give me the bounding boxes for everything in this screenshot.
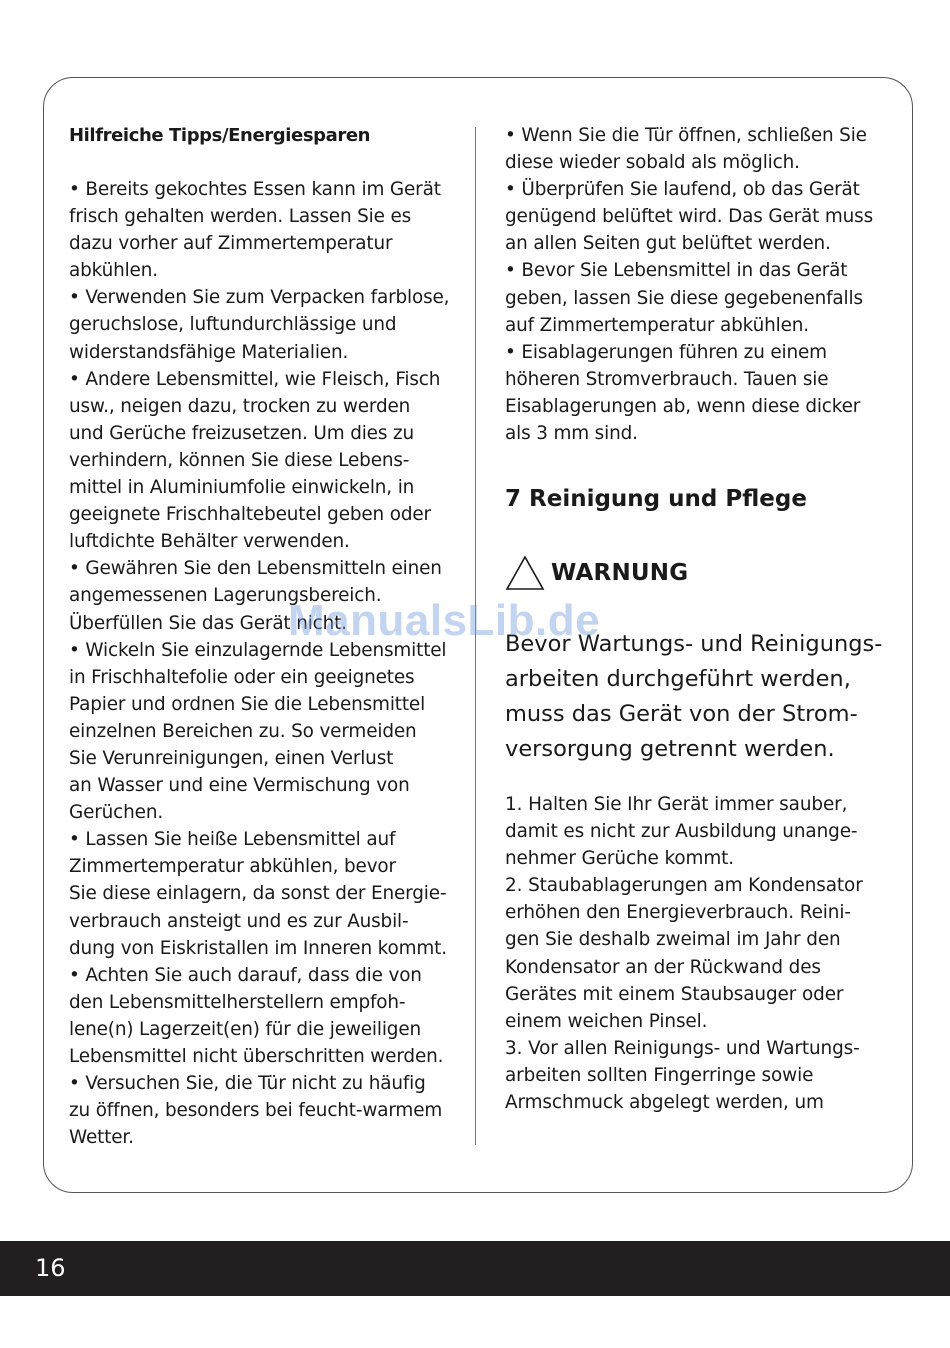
tips-continued-text: • Wenn Sie die Tür öffnen, schließen Sie diese wieder sobald als möglich. • Überprüfen Sie laufend, ob das Gerät genügend belüftet wird. Das Gerät muss an allen Seiten gut belüftet werden. • Bevor Sie Lebensmittel in das Gerät geben, lassen Sie diese gegebenenfalls auf Zimmertemperatur abkühlen. • Eisablagerungen führen zu einem höheren Stromverbrauch. Tauen sie Eisablagerungen ab, wenn diese dicker als 3 mm sind. <box>505 125 874 445</box>
tips-text: • Bereits gekochtes Essen kann im Gerät frisch gehalten werden. Lassen Sie es dazu vorher auf Zimmertemperatur abkühlen. • Verwenden Sie zum Verpacken farblose, geruchslose, luftundurchlässige und widerstandsfähige Materialien. • Andere Lebensmittel, wie Fleisch, Fisch usw., neigen dazu, trocken zu werden und Gerüche freizusetzen. Um dies zu verhindern, können Sie diese Lebens- mittel in Aluminiumfolie einwickeln, in geeignete Frischhaltebeutel geben oder luftdichte Behälter verwenden. • Gewähren Sie den Lebensmitteln einen angemessenen Lagerungsbereich. Überfüllen Sie das Gerät nicht. • Wickeln Sie einzulagernde Lebensmittel in Frischhaltefolie oder ein geeignetes Papier und ordnen Sie die Lebensmittel einzelnen Bereichen zu. So vermeiden Sie Verunreinigungen, einen Verlust an Wasser und eine Vermischung von Gerüchen. • Lassen Sie heiße Lebensmittel auf Zimmertemperatur abkühlen, bevor Sie diese einlagern, da sonst der Energie- verbrauch ansteigt und es zur Ausbil- dung von Eiskristallen im Inneren kommt. • Achten Sie auch darauf, dass die von den Lebensmittelherstellern empfoh- lene(n) Lagerzeit(en) für die jeweiligen Lebensmittel nicht überschritten werden. • Versuchen Sie, die Tür nicht zu häufig zu öffnen, besonders bei feucht-warmem Wetter. <box>69 179 450 1149</box>
warning-label: WARNUNG <box>551 560 689 586</box>
tips-heading: Hilfreiche Tipps/Energiesparen <box>69 125 371 146</box>
cleaning-steps: 1. Halten Sie Ihr Gerät immer sauber, damit es nicht zur Ausbildung unange- nehmer Gerüche kommt. 2. Staubablagerungen am Kondensator erhöhen den Energieverbrauch. Reini- gen Sie deshalb zweimal im Jahr den Kondensator an der Rückwand des Gerätes mit einem Staubsauger oder einem weichen Pinsel. 3. Vor allen Reinigungs- und Wartungs- arbeiten sollten Fingerringe sowie Armschmuck abgelegt werden, um <box>505 794 863 1114</box>
warning-header <box>505 553 688 593</box>
watermark: ManualsLib.de <box>288 596 601 645</box>
warning-triangle-icon <box>505 555 545 591</box>
warning-text: Bevor Wartungs- und Reinigungs- arbeiten durchgeführt werden, muss das Gerät von der Strom- versorgung getrennt werden. <box>505 631 883 762</box>
footer-bar <box>0 1241 950 1296</box>
right-column <box>505 122 895 447</box>
page-number: 16 <box>35 1254 66 1282</box>
section-title: 7 Reinigung und Pflege <box>505 486 807 512</box>
